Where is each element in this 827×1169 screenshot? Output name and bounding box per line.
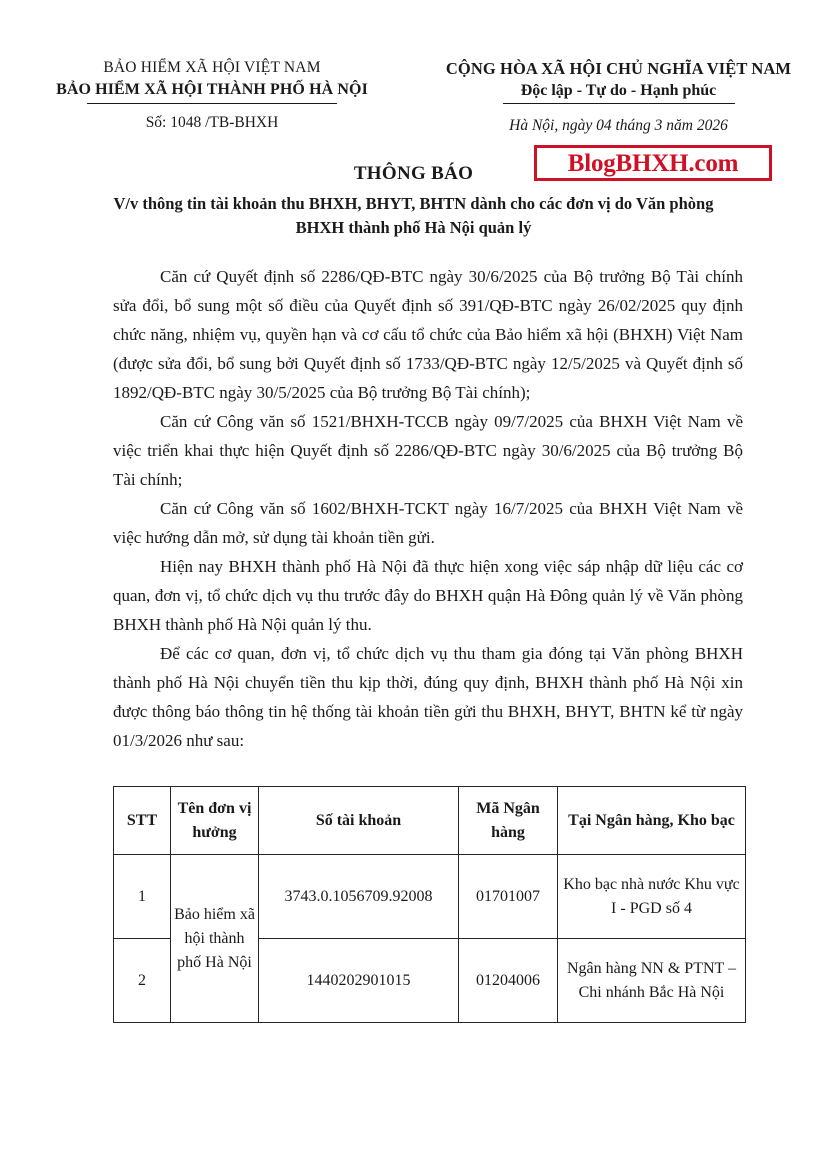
national-title: CỘNG HÒA XÃ HỘI CHỦ NGHĨA VIỆT NAM <box>445 59 792 78</box>
body-paragraph: Căn cứ Công văn số 1521/BHXH-TCCB ngày 09/7/2025 của BHXH Việt Nam về việc triển khai thực hiện Quyết định số 2286/QĐ-BTC ngày 30/6/2025 của Bộ trưởng Bộ Tài chính; <box>113 412 743 489</box>
watermark-badge <box>534 145 772 181</box>
accounts-table-wrapper <box>113 786 745 1023</box>
body-paragraph: Căn cứ Công văn số 1602/BHXH-TCKT ngày 16/7/2025 của BHXH Việt Nam về việc hướng dẫn mở, sử dụng tài khoản tiền gửi. <box>113 499 743 547</box>
table-body <box>114 855 746 1023</box>
body-paragraph: Căn cứ Quyết định số 2286/QĐ-BTC ngày 30/6/2025 của Bộ trưởng Bộ Tài chính sửa đổi, bổ sung một số điều của Quyết định số 391/QĐ-BTC ngày 26/02/2025 quy định chức năng, nhiệm vụ, quyền hạn và cơ cấu tổ chức của Bảo hiểm xã hội (BHXH) Việt Nam (được sửa đổi, bổ sung bởi Quyết định số 1733/QĐ-BTC ngày 12/5/2025 và Quyết định số 1892/QĐ-BTC ngày 30/5/2025 của Bộ trưởng Bộ Tài chính); <box>113 267 743 402</box>
column-header-account: Số tài khoản <box>259 787 459 855</box>
cell-account: 3743.0.1056709.92008 <box>259 855 459 939</box>
cell-unit-merged: Bảo hiểm xã hội thành phố Hà Nội <box>171 855 259 1023</box>
document-number: Số: 1048 /TB-BHXH <box>145 114 279 132</box>
header-right-rule <box>503 103 735 105</box>
body-paragraph: Hiện nay BHXH thành phố Hà Nội đã thực hiện xong việc sáp nhập dữ liệu các cơ quan, đơn vị, tổ chức dịch vụ thu trước đây do BHXH quận Hà Đông quản lý về Văn phòng BHXH thành phố Hà Nội quản lý thu. <box>113 557 743 634</box>
table-header-row <box>114 787 746 855</box>
document-body <box>113 262 743 755</box>
header-left-rule <box>87 103 337 105</box>
cell-stt: 1 <box>114 855 171 939</box>
issuing-authority-city: BẢO HIỂM XÃ HỘI THÀNH PHỐ HÀ NỘI <box>56 80 368 98</box>
cell-bank-code: 01701007 <box>459 855 558 939</box>
cell-bank-name: Kho bạc nhà nước Khu vực I - PGD số 4 <box>558 855 746 939</box>
column-header-bank-name: Tại Ngân hàng, Kho bạc <box>558 787 746 855</box>
page-title: THÔNG BÁO <box>353 163 474 184</box>
table-head <box>114 787 746 855</box>
accounts-table <box>113 786 746 1023</box>
cell-account: 1440202901015 <box>259 939 459 1023</box>
column-header-bank-code: Mã Ngân hàng <box>459 787 558 855</box>
page-subtitle: V/v thông tin tài khoản thu BHXH, BHYT, BHTN dành cho các đơn vị do Văn phòng BHXH thành phố Hà Nội quản lý <box>113 193 714 238</box>
header-left-block <box>0 58 410 133</box>
national-motto: Độc lập - Tự do - Hạnh phúc <box>520 82 717 100</box>
watermark-text: BlogBHXH.com <box>567 149 739 177</box>
body-paragraph: Để các cơ quan, đơn vị, tổ chức dịch vụ thu tham gia đóng tại Văn phòng BHXH thành phố Hà Nội chuyển tiền thu kịp thời, đúng quy định, BHXH thành phố Hà Nội xin được thông báo thông tin hệ thống tài khoản tiền gửi thu BHXH, BHYT, BHTN kể từ ngày 01/3/2026 như sau: <box>113 644 743 750</box>
column-header-unit: Tên đơn vị hưởng <box>171 787 259 855</box>
document-header <box>0 58 827 137</box>
cell-bank-code: 01204006 <box>459 939 558 1023</box>
issuing-authority-national: BẢO HIỂM XÃ HỘI VIỆT NAM <box>103 59 321 76</box>
cell-bank-name: Ngân hàng NN & PTNT – Chi nhánh Bắc Hà Nội <box>558 939 746 1023</box>
header-right-block <box>410 58 827 137</box>
column-header-stt: STT <box>114 787 171 855</box>
place-and-date: Hà Nội, ngày 04 tháng 3 năm 2026 <box>509 117 728 135</box>
cell-stt: 2 <box>114 939 171 1023</box>
table-row <box>114 855 746 939</box>
